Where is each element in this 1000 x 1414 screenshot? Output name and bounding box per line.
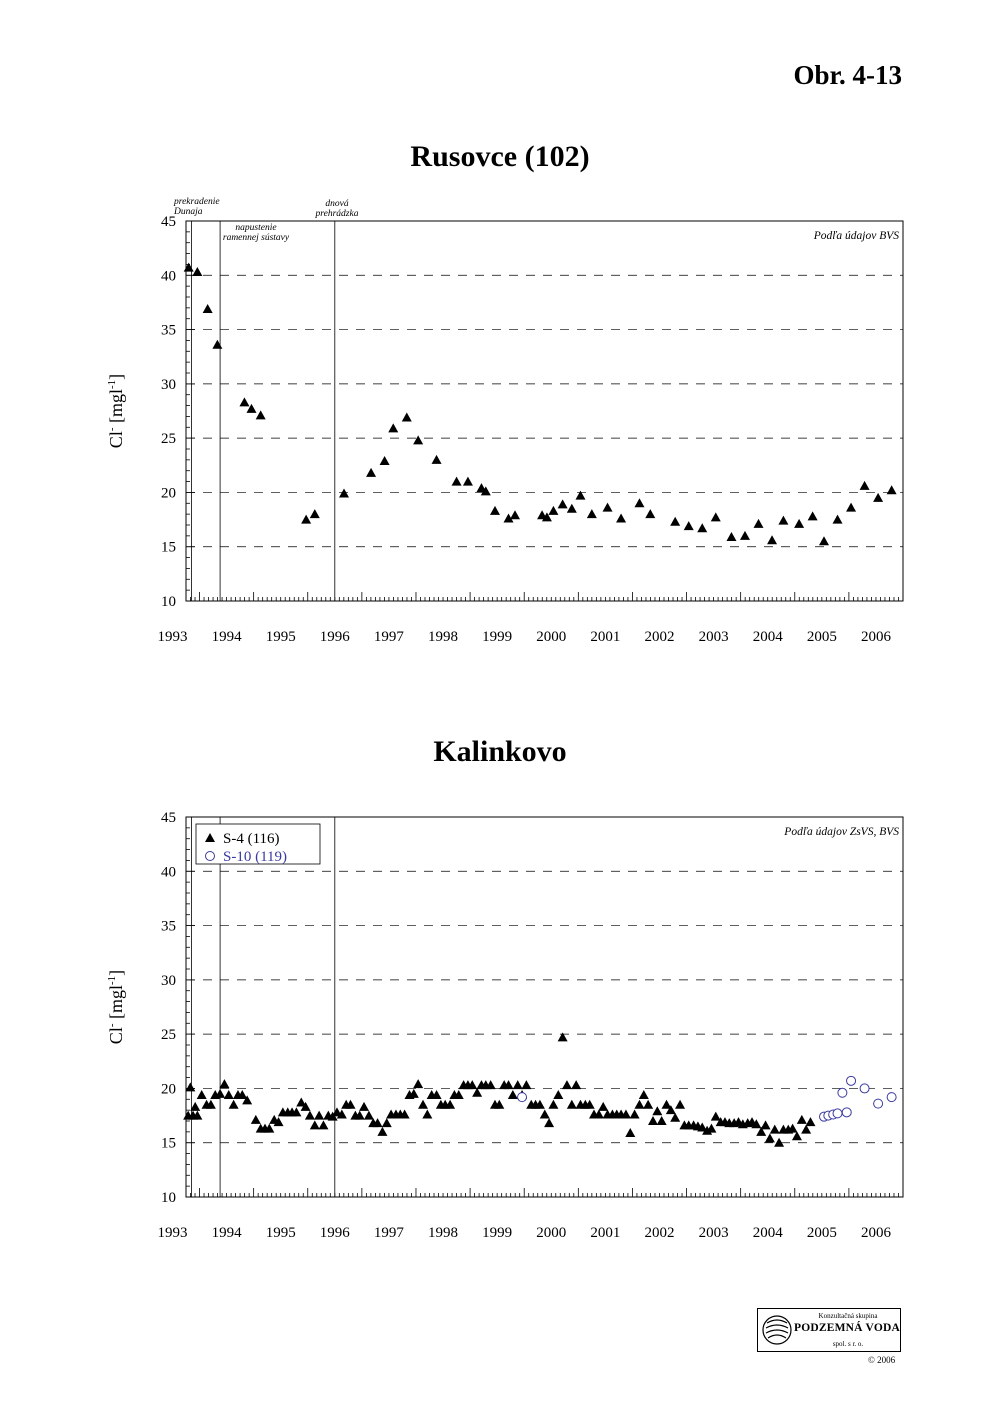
data-point-triangle xyxy=(452,477,462,486)
data-point-triangle xyxy=(413,1079,423,1088)
data-point-triangle xyxy=(256,410,266,419)
y-tick-label: 30 xyxy=(161,376,176,393)
y-tick-label: 45 xyxy=(161,214,176,230)
x-tick-label: 1994 xyxy=(211,1225,242,1241)
event-label: Dunaja xyxy=(174,207,203,217)
y-tick-label: 30 xyxy=(161,972,176,989)
logo-consortium-text: Konzultačná skupina xyxy=(818,1312,878,1320)
data-point-triangle xyxy=(670,517,680,526)
data-point-triangle xyxy=(197,1090,207,1099)
data-point-triangle xyxy=(382,1118,392,1127)
data-point-triangle xyxy=(652,1106,662,1115)
x-tick-label: 2003 xyxy=(698,629,729,645)
chart-kalinkovo xyxy=(0,800,1000,1260)
y-axis-label: Cl- [mgl$^{-1}$] xyxy=(106,373,126,449)
data-point-triangle xyxy=(794,519,804,528)
data-point-triangle xyxy=(380,456,390,465)
legend-label: S-4 (116) xyxy=(223,831,280,847)
x-tick-label: 1995 xyxy=(265,1225,296,1241)
data-point-triangle xyxy=(318,1120,328,1129)
x-tick-label: 2005 xyxy=(806,1225,837,1241)
data-point-circle xyxy=(887,1093,896,1102)
y-tick-label: 20 xyxy=(161,485,176,502)
data-point-triangle xyxy=(305,1111,315,1120)
data-point-triangle xyxy=(567,504,577,513)
plot-frame xyxy=(186,221,903,601)
x-tick-label: 1997 xyxy=(373,629,404,645)
data-point-triangle xyxy=(598,1102,608,1111)
data-point-circle xyxy=(838,1088,847,1097)
data-point-triangle xyxy=(521,1080,531,1089)
x-tick-label: 1997 xyxy=(373,1225,404,1241)
data-point-triangle xyxy=(765,1133,775,1142)
data-point-triangle xyxy=(711,512,721,521)
data-point-triangle xyxy=(377,1127,387,1136)
data-point-triangle xyxy=(184,263,194,272)
x-tick-label: 1996 xyxy=(319,1225,350,1241)
x-tick-label: 1996 xyxy=(319,629,350,645)
data-point-triangle xyxy=(740,531,750,540)
data-point-triangle xyxy=(846,503,856,512)
y-tick-label: 45 xyxy=(161,810,176,826)
x-tick-label: 1993 xyxy=(157,1225,188,1241)
chart-title-rusovce: Rusovce (102) xyxy=(410,140,590,173)
event-label: prekradenie xyxy=(174,197,220,207)
data-point-triangle xyxy=(805,1117,815,1126)
logo-company-name: PODZEMNÁ VODA xyxy=(794,1322,900,1334)
x-tick-label: 1994 xyxy=(211,629,242,645)
x-tick-label: 2004 xyxy=(752,1225,783,1241)
data-point-triangle xyxy=(603,503,613,512)
data-point-triangle xyxy=(239,397,249,406)
y-tick-label: 20 xyxy=(161,1081,176,1098)
event-label: ramennej sústavy xyxy=(222,233,290,243)
data-point-triangle xyxy=(616,513,626,522)
data-point-triangle xyxy=(630,1109,640,1118)
data-point-circle xyxy=(518,1093,527,1102)
data-point-triangle xyxy=(224,1090,234,1099)
event-label: dnová xyxy=(325,199,349,209)
data-point-circle xyxy=(833,1109,842,1118)
figure-label: Obr. 4-13 xyxy=(793,60,902,90)
data-point-triangle xyxy=(648,1116,658,1125)
data-point-triangle xyxy=(508,1090,518,1099)
data-point-triangle xyxy=(657,1116,667,1125)
data-point-triangle xyxy=(860,481,870,490)
data-point-triangle xyxy=(587,509,597,518)
data-point-triangle xyxy=(301,515,311,524)
data-point-triangle xyxy=(388,423,398,432)
data-point-triangle xyxy=(675,1100,685,1109)
x-tick-label: 1999 xyxy=(482,1225,513,1241)
data-point-triangle xyxy=(634,498,644,507)
x-tick-label: 2001 xyxy=(590,1225,621,1241)
data-point-triangle xyxy=(548,506,558,515)
x-tick-label: 2004 xyxy=(752,629,783,645)
data-point-triangle xyxy=(366,468,376,477)
data-point-triangle xyxy=(540,1109,550,1118)
data-point-triangle xyxy=(203,304,213,313)
data-point-circle xyxy=(860,1084,869,1093)
data-point-triangle xyxy=(229,1100,239,1109)
data-point-triangle xyxy=(770,1125,780,1134)
legend-label: S-10 (119) xyxy=(223,849,288,865)
data-point-triangle xyxy=(553,1090,563,1099)
data-point-triangle xyxy=(314,1111,324,1120)
source-note: Podľa údajov ZsVS, BVS xyxy=(784,826,899,838)
x-tick-label: 2001 xyxy=(590,629,621,645)
data-point-triangle xyxy=(422,1109,432,1118)
data-point-triangle xyxy=(639,1090,649,1099)
data-point-triangle xyxy=(418,1100,428,1109)
y-tick-label: 10 xyxy=(161,1190,176,1206)
logo-mark-icon xyxy=(761,1313,793,1347)
data-point-triangle xyxy=(548,1100,558,1109)
data-point-triangle xyxy=(761,1120,771,1129)
y-tick-label: 35 xyxy=(161,322,176,339)
data-point-triangle xyxy=(558,499,568,508)
x-tick-label: 2002 xyxy=(644,1225,675,1241)
copyright-text: © 2006 xyxy=(868,1355,896,1365)
data-point-triangle xyxy=(212,340,222,349)
data-point-triangle xyxy=(873,493,883,502)
data-point-triangle xyxy=(490,506,500,515)
data-point-triangle xyxy=(192,267,202,276)
event-label: prehrádzka xyxy=(315,209,359,219)
data-point-triangle xyxy=(219,1079,229,1088)
x-tick-label: 1999 xyxy=(482,629,513,645)
y-tick-label: 25 xyxy=(161,431,176,448)
data-point-triangle xyxy=(510,510,520,519)
data-point-triangle xyxy=(767,535,777,544)
x-tick-label: 2002 xyxy=(644,629,675,645)
company-logo xyxy=(757,1308,901,1352)
data-point-triangle xyxy=(359,1102,369,1111)
data-point-triangle xyxy=(819,536,829,545)
event-label: napustenie xyxy=(235,223,277,233)
data-point-triangle xyxy=(364,1111,374,1120)
data-point-triangle xyxy=(797,1115,807,1124)
data-point-triangle xyxy=(778,516,788,525)
data-point-triangle xyxy=(558,1032,568,1041)
data-point-circle xyxy=(847,1076,856,1085)
x-tick-label: 1993 xyxy=(157,629,188,645)
data-point-circle xyxy=(842,1108,851,1117)
data-point-triangle xyxy=(402,413,412,422)
x-tick-label: 2006 xyxy=(860,629,891,645)
x-tick-label: 2000 xyxy=(536,629,567,645)
source-note: Podľa údajov BVS xyxy=(813,230,899,242)
data-point-triangle xyxy=(544,1118,554,1127)
data-point-triangle xyxy=(575,491,585,500)
data-point-triangle xyxy=(645,509,655,518)
x-tick-label: 2005 xyxy=(806,629,837,645)
data-point-triangle xyxy=(643,1100,653,1109)
data-point-triangle xyxy=(513,1080,523,1089)
data-point-triangle xyxy=(310,509,320,518)
x-tick-label: 1998 xyxy=(428,629,459,645)
data-point-triangle xyxy=(339,489,349,498)
data-point-triangle xyxy=(711,1112,721,1121)
data-point-triangle xyxy=(185,1082,195,1091)
y-tick-label: 15 xyxy=(161,1135,176,1152)
x-tick-label: 2006 xyxy=(860,1225,891,1241)
data-point-triangle xyxy=(684,521,694,530)
y-tick-label: 40 xyxy=(161,864,176,881)
x-tick-label: 2003 xyxy=(698,1225,729,1241)
chart-rusovce xyxy=(0,180,1000,660)
data-point-triangle xyxy=(726,532,736,541)
x-tick-label: 1995 xyxy=(265,629,296,645)
data-point-triangle xyxy=(833,515,843,524)
x-tick-label: 2000 xyxy=(536,1225,567,1241)
data-point-triangle xyxy=(697,523,707,532)
x-tick-label: 1998 xyxy=(428,1225,459,1241)
y-tick-label: 35 xyxy=(161,918,176,935)
y-tick-label: 10 xyxy=(161,594,176,610)
y-tick-label: 25 xyxy=(161,1027,176,1044)
data-point-triangle xyxy=(251,1115,261,1124)
data-point-triangle xyxy=(463,477,473,486)
data-point-triangle xyxy=(413,435,423,444)
data-point-triangle xyxy=(634,1100,644,1109)
y-axis-label: Cl- [mgl$^{-1}$] xyxy=(106,969,126,1045)
data-point-triangle xyxy=(754,519,764,528)
data-point-circle xyxy=(874,1099,883,1108)
data-point-triangle xyxy=(808,511,818,520)
data-point-triangle xyxy=(571,1080,581,1089)
data-point-triangle xyxy=(567,1100,577,1109)
data-point-triangle xyxy=(432,455,442,464)
y-tick-label: 40 xyxy=(161,268,176,285)
chart-title-kalinkovo: Kalinkovo xyxy=(433,735,567,768)
data-point-triangle xyxy=(625,1128,635,1137)
data-point-triangle xyxy=(887,485,897,494)
y-tick-label: 15 xyxy=(161,539,176,556)
logo-suffix-text: spol. s r. o. xyxy=(832,1340,864,1348)
legend-marker-circle xyxy=(206,852,215,861)
data-point-triangle xyxy=(774,1138,784,1147)
data-point-triangle xyxy=(562,1080,572,1089)
data-point-triangle xyxy=(310,1120,320,1129)
